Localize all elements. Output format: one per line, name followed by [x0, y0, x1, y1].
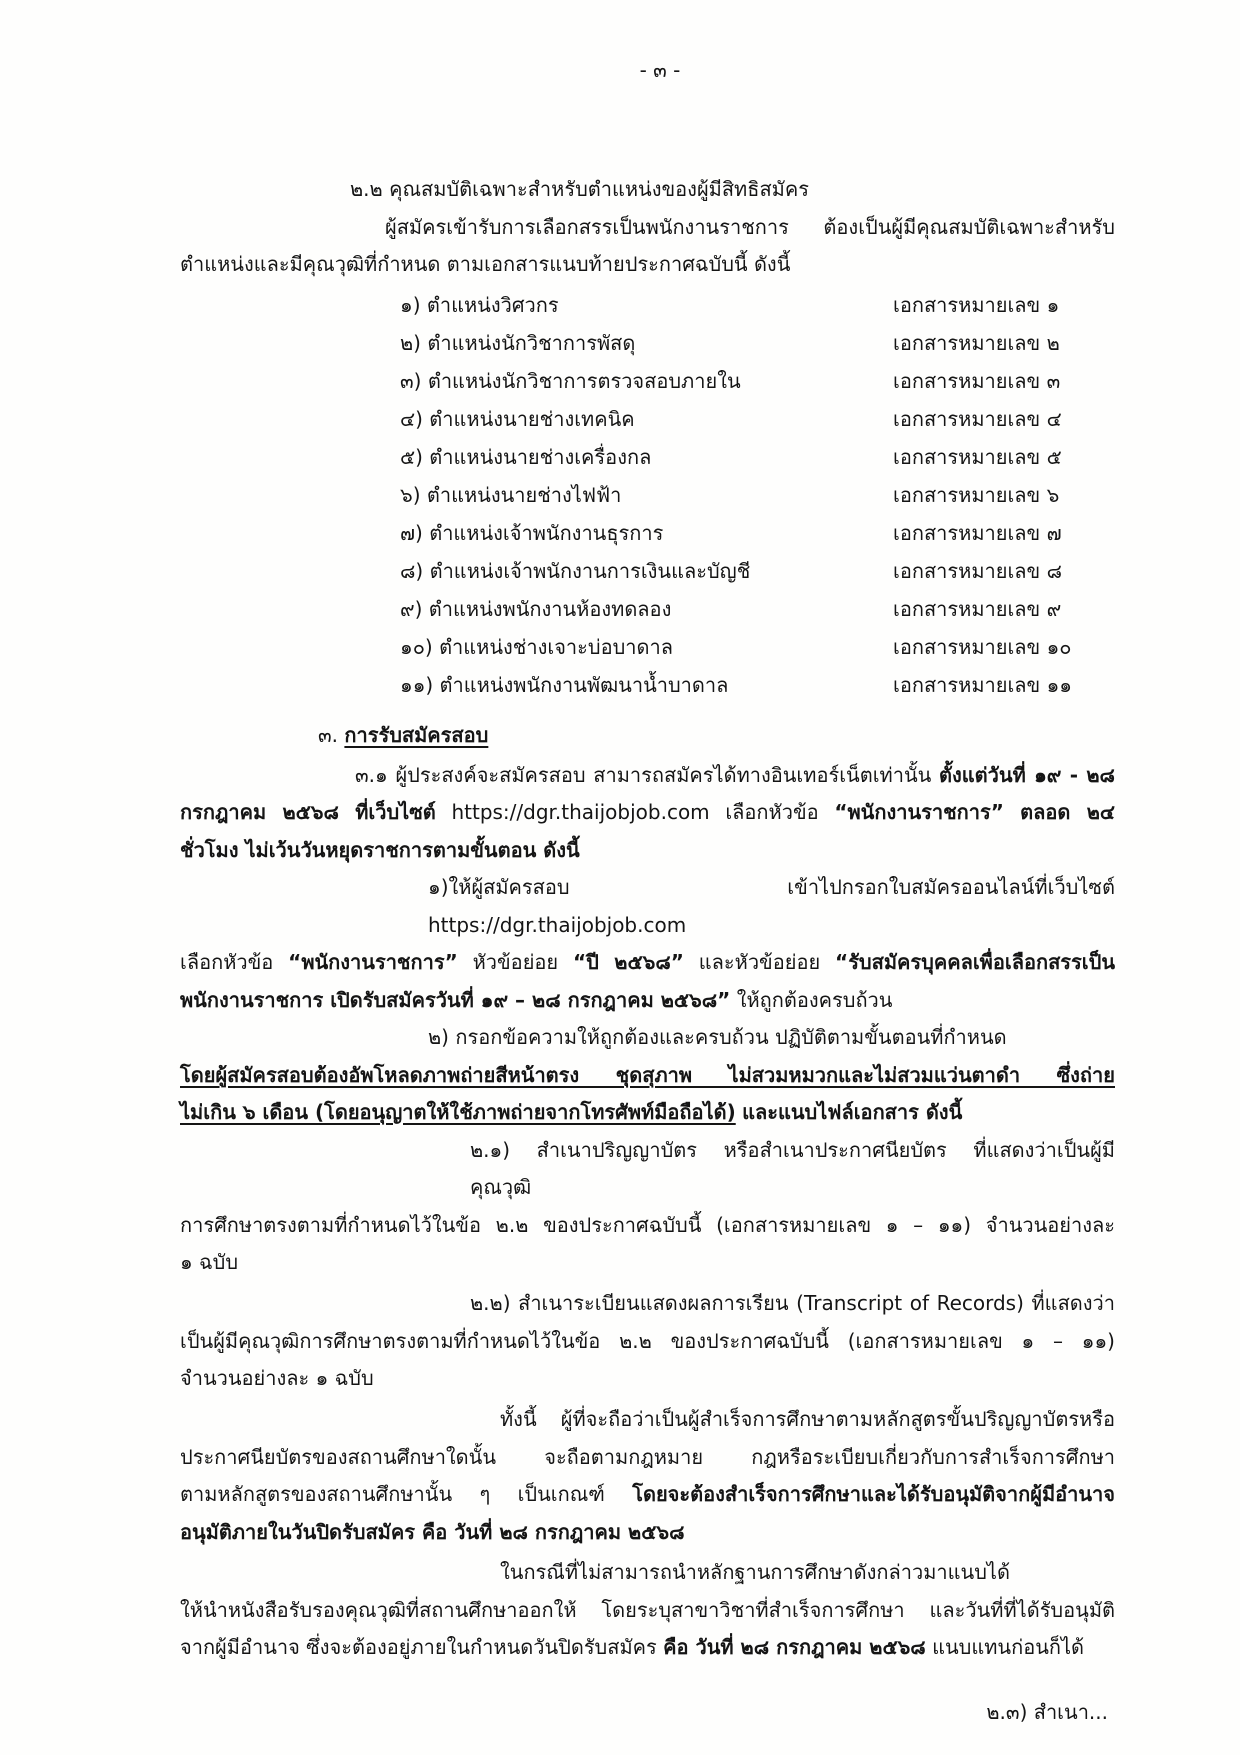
position-row — [180, 438, 1115, 476]
text-segment-bold: พนักงานราชการ เปิดรับสมัครวันที่ ๑๙ – ๒๘ กรกฎาคม ๒๕๖๘” — [180, 987, 731, 1012]
step-1 — [180, 869, 1115, 1019]
text-segment: จากผู้มีอำนาจ ซึ่งจะต้องอยู่ภายในกำหนดวันปิดรับสมัคร — [180, 1635, 657, 1659]
position-document-ref: เอกสารหมายเลข ๓ — [893, 368, 1061, 393]
positions-list — [180, 286, 1115, 704]
paragraph-line: ทั้งนี้ ผู้ที่จะถือว่าเป็นผู้สำเร็จการศึกษาตามหลักสูตรขั้นปริญญาบัตรหรือ — [500, 1407, 1115, 1431]
paragraph-line — [180, 1476, 1115, 1514]
position-label: ๙) ตำแหน่งพนักงานห้องทดลอง — [400, 596, 672, 621]
position-document-ref: เอกสารหมายเลข ๙ — [893, 596, 1062, 621]
qualifications-intro-line: ผู้สมัครเข้ารับการเลือกสรรเป็นพนักงานราชการ ต้องเป็นผู้มีคุณสมบัติเฉพาะสำหรับ — [385, 214, 1115, 239]
paragraph-line — [180, 982, 1115, 1020]
website-url-text: https://dgr.thaijobjob.com เลือกหัวข้อ — [451, 800, 819, 824]
paragraph-line — [180, 944, 1115, 982]
position-document-ref: เอกสารหมายเลข ๑๑ — [893, 672, 1072, 697]
paragraph-line: ๒.๑) สำเนาปริญญาบัตร หรือสำเนาประกาศนียบัตร ที่แสดงว่าเป็นผู้มีคุณวุฒิ — [470, 1137, 1115, 1199]
text-segment-bold: “ปี ๒๕๖๘” — [573, 950, 684, 974]
text-segment-bold: และแนบไฟล์เอกสาร ดังนี้ — [742, 1100, 963, 1124]
paragraph-line: ชั่วโมง ไม่เว้นวันหยุดราชการตามขั้นตอน ดังนี้ — [180, 837, 580, 862]
paragraph-line: ประกาศนียบัตรของสถานศึกษาใดนั้น จะถือตามกฎหมาย กฎหรือระเบียบเกี่ยวกับการสำเร็จการศึกษา — [180, 1444, 1115, 1469]
position-label: ๑๐) ตำแหน่งช่างเจาะบ่อบาดาล — [400, 634, 673, 659]
position-row — [180, 628, 1115, 666]
document-2-1 — [180, 1132, 1115, 1282]
position-document-ref: เอกสารหมายเลข ๕ — [893, 444, 1062, 469]
position-row — [180, 362, 1115, 400]
paragraph-line — [180, 757, 1115, 795]
paragraph-line — [180, 794, 1115, 832]
text-segment: และหัวข้อย่อย — [698, 950, 821, 974]
text-segment: หัวข้อย่อย — [472, 950, 559, 974]
page-number: - ๓ - — [639, 58, 681, 82]
text-segment-bold: กรกฎาคม ๒๕๖๘ ที่เว็บไซต์ — [180, 800, 436, 824]
position-document-ref: เอกสารหมายเลข ๑ — [893, 292, 1060, 317]
position-row — [180, 666, 1115, 704]
qualifications-section — [180, 171, 1115, 704]
text-segment: เลือกหัวข้อ — [180, 950, 274, 974]
paragraph-line: ๒) กรอกข้อความให้ถูกต้องและครบถ้วน ปฏิบัติตามขั้นตอนที่กำหนด — [428, 1025, 1007, 1049]
position-row — [180, 400, 1115, 438]
application-heading — [180, 717, 1115, 755]
qualifications-heading: ๒.๒ คุณสมบัติเฉพาะสำหรับตำแหน่งของผู้มีสิทธิสมัคร — [350, 177, 809, 201]
paragraph-line: การศึกษาตรงตามที่กำหนดไว้ในข้อ ๒.๒ ของประกาศฉบับนี้ (เอกสารหมายเลข ๑ – ๑๑) จำนวนอย่างละ — [180, 1212, 1115, 1237]
text-segment-bold: โดยจะต้องสำเร็จการศึกษาและได้รับอนุมัติจากผู้มีอำนาจ — [632, 1482, 1115, 1506]
position-label: ๘) ตำแหน่งเจ้าพนักงานการเงินและบัญชี — [400, 558, 751, 583]
text-segment-bold-underlined: โดยผู้สมัครสอบต้องอัพโหลดภาพถ่ายสีหน้าตรง ชุดสุภาพ ไม่สวมหมวกและไม่สวมแว่นตาดำ ซึ่งถ่าย — [180, 1062, 1115, 1087]
paragraph-line: เป็นผู้มีคุณวุฒิการศึกษาตรงตามที่กำหนดไว้ในข้อ ๒.๒ ของประกาศฉบับนี้ (เอกสารหมายเลข ๑ – ๑๑) — [180, 1328, 1115, 1353]
paragraph-line — [180, 1057, 1115, 1095]
paragraph-line: ๑)ให้ผู้สมัครสอบ เข้าไปกรอกใบสมัครออนไลน์ที่เว็บไซต์ https://dgr.thaijobjob.com — [428, 875, 1115, 937]
qualifications-intro-line: ตำแหน่งและมีคุณวุฒิที่กำหนด ตามเอกสารแนบท้ายประกาศฉบับนี้ ดังนี้ — [180, 252, 791, 276]
position-label: ๒) ตำแหน่งนักวิชาการพัสดุ — [400, 330, 636, 355]
paragraph-line: ๑ ฉบับ — [180, 1250, 239, 1274]
step-2 — [180, 1019, 1115, 1132]
position-label: ๗) ตำแหน่งเจ้าพนักงานธุรการ — [400, 520, 664, 545]
text-segment: ๓.๑ ผู้ประสงค์จะสมัครสอบ สามารถสมัครได้ทางอินเทอร์เน็ตเท่านั้น — [355, 762, 932, 787]
next-page-continuation: ๒.๓) สำเนา... — [986, 1700, 1108, 1724]
position-row — [180, 476, 1115, 514]
position-document-ref: เอกสารหมายเลข ๔ — [893, 406, 1062, 431]
paragraph-line — [180, 1094, 1115, 1132]
position-label: ๖) ตำแหน่งนายช่างไฟฟ้า — [400, 482, 622, 507]
application-section-number: ๓. — [318, 722, 339, 747]
text-segment-bold-underlined: ไม่เกิน ๖ เดือน (โดยอนุญาตให้ใช้ภาพถ่ายจากโทรศัพท์มือถือได้) — [180, 1100, 736, 1124]
paragraph-line — [180, 1629, 1115, 1667]
position-row — [180, 514, 1115, 552]
position-row — [180, 552, 1115, 590]
graduation-note — [180, 1401, 1115, 1551]
position-row — [180, 590, 1115, 628]
position-row — [180, 286, 1115, 324]
position-label: ๕) ตำแหน่งนายช่างเครื่องกล — [400, 444, 652, 469]
position-label: ๓) ตำแหน่งนักวิชาการตรวจสอบภายใน — [400, 368, 741, 393]
text-segment-bold: “พนักงานราชการ” ตลอด ๒๔ — [834, 800, 1116, 824]
position-label: ๑) ตำแหน่งวิศวกร — [400, 292, 559, 317]
paragraph-line: ๒.๒) สำเนาระเบียนแสดงผลการเรียน (Transcript of Records) ที่แสดงว่า — [470, 1291, 1115, 1315]
paragraph-line: ให้นำหนังสือรับรองคุณวุฒิที่สถานศึกษาออกให้ โดยระบุสาขาวิชาที่สำเร็จการศึกษา และวันที่ที่ได้รับอนุมัติ — [180, 1597, 1115, 1622]
position-document-ref: เอกสารหมายเลข ๑๐ — [893, 634, 1072, 659]
text-segment-bold: “พนักงานราชการ” — [288, 950, 458, 974]
paragraph-line: อนุมัติภายในวันปิดรับสมัคร คือ วันที่ ๒๘ กรกฎาคม ๒๕๖๘ — [180, 1519, 685, 1544]
paragraph-3-1 — [180, 757, 1115, 870]
position-document-ref: เอกสารหมายเลข ๗ — [893, 520, 1062, 545]
document-body — [180, 171, 1115, 1732]
text-segment-bold: คือ วันที่ ๒๘ กรกฎาคม ๒๕๖๘ — [663, 1635, 926, 1659]
application-section — [180, 717, 1115, 1667]
text-segment: ตามหลักสูตรของสถานศึกษานั้น ๆ เป็นเกณฑ์ — [180, 1482, 605, 1506]
paragraph-line: ในกรณีที่ไม่สามารถนำหลักฐานการศึกษาดังกล่าวมาแนบได้ — [500, 1560, 1010, 1584]
position-label: ๔) ตำแหน่งนายช่างเทคนิค — [400, 406, 635, 431]
application-section-title: การรับสมัครสอบ — [344, 722, 489, 747]
certificate-note — [180, 1554, 1115, 1667]
document-2-2 — [180, 1285, 1115, 1398]
text-segment: แนบแทนก่อนก็ได้ — [932, 1635, 1085, 1659]
position-row — [180, 324, 1115, 362]
position-document-ref: เอกสารหมายเลข ๒ — [893, 330, 1060, 355]
text-segment-bold: ตั้งแต่วันที่ ๑๙ - ๒๘ — [939, 762, 1115, 787]
position-label: ๑๑) ตำแหน่งพนักงานพัฒนาน้ำบาดาล — [400, 672, 729, 697]
position-document-ref: เอกสารหมายเลข ๘ — [893, 558, 1063, 583]
paragraph-line: จำนวนอย่างละ ๑ ฉบับ — [180, 1366, 374, 1390]
position-document-ref: เอกสารหมายเลข ๖ — [893, 482, 1060, 507]
text-segment-bold: “รับสมัครบุคคลเพื่อเลือกสรรเป็น — [835, 950, 1115, 974]
text-segment: ให้ถูกต้องครบถ้วน — [736, 987, 893, 1012]
